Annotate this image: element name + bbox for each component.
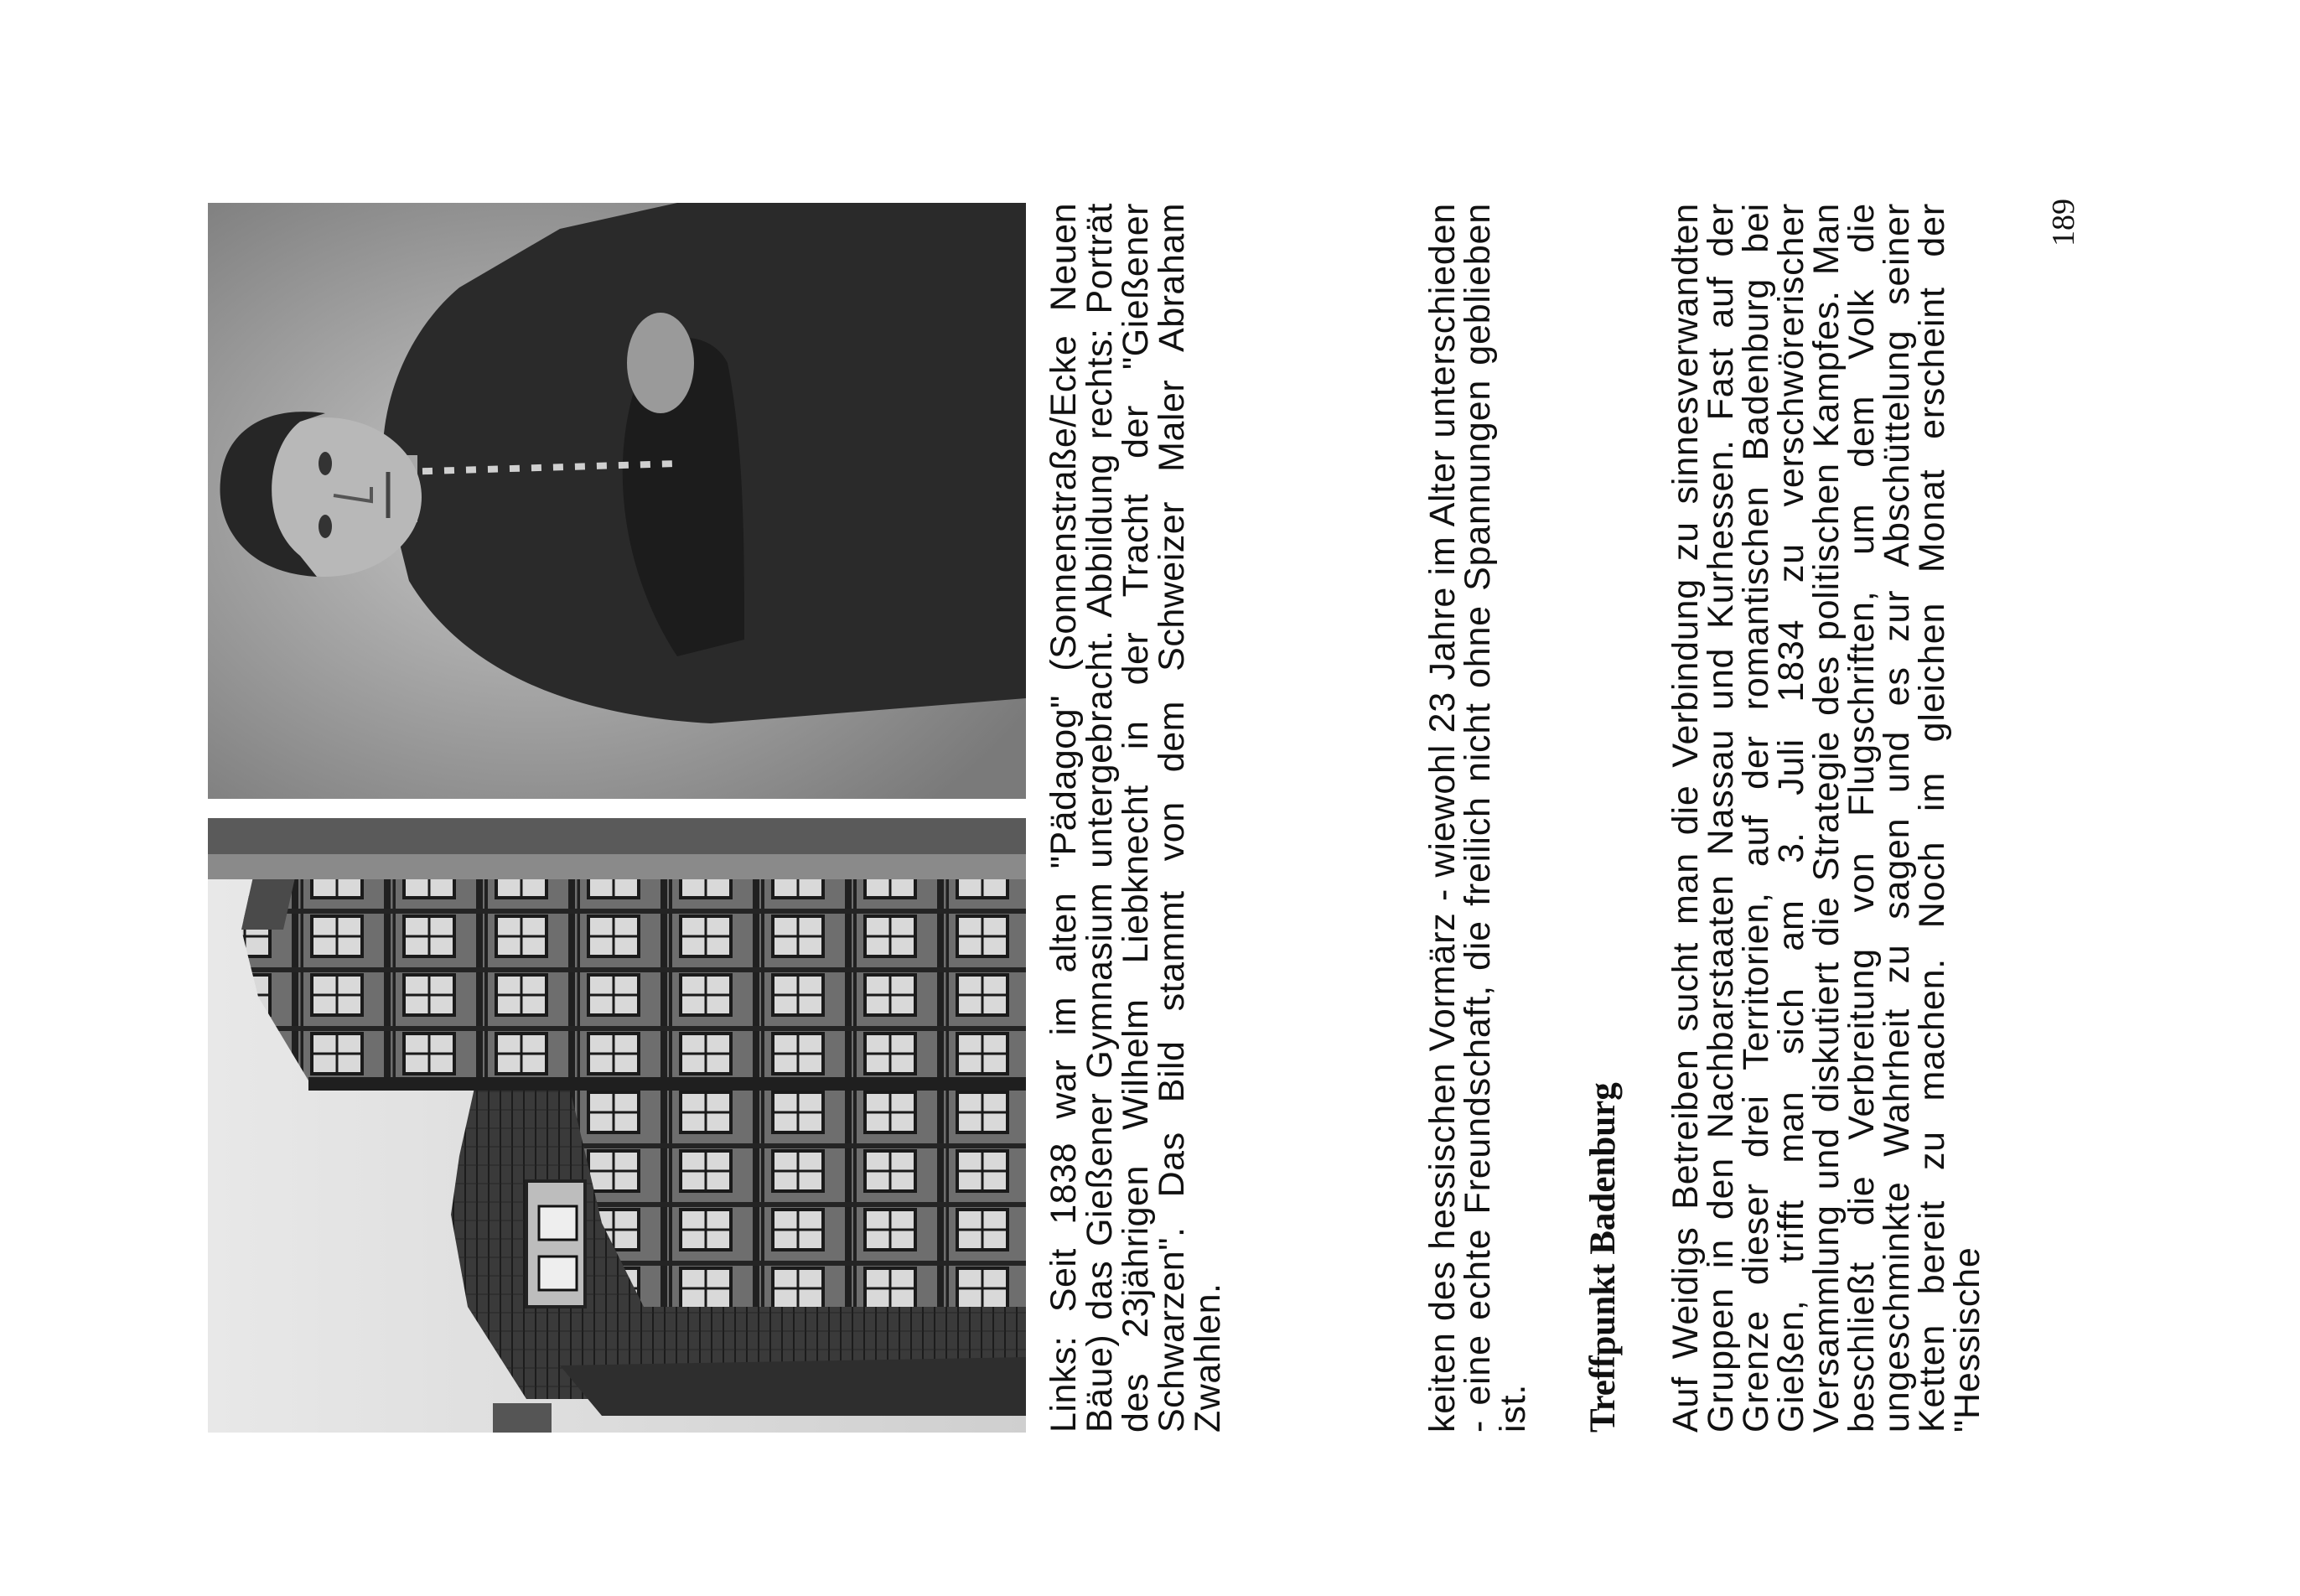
page-number: 189 bbox=[2046, 199, 2081, 246]
photo-paedagog-building bbox=[208, 818, 1026, 1433]
photo-caption: Links: Seit 1838 war im alten "Pädagog" (Sonnenstraße/Ecke Neuen Bäue) das Gießener Gymnasium untergebracht. Abbildung rechts: Porträt des 23jährigen Wilhelm Liebknecht in der Tracht der "Gießener Schwarzen". Das Bild stammt von dem Schweizer Maler Abraham Zwahlen. bbox=[1044, 203, 1228, 1433]
section-heading: Treffpunkt Badenburg bbox=[1583, 1082, 1623, 1433]
photo-portrait-liebknecht bbox=[208, 203, 1026, 799]
body-paragraph: Auf Weidigs Betreiben sucht man die Verbindung zu sinnesverwandten Gruppen in den Nachbarstaaten Nassau und Kurhessen. Fast auf der Grenze dieser drei Territorien, auf der romantischen Badenburg bei Gießen, trifft man sich am 3. Juli 1834 zu verschwörerischer Versammlung und diskutiert die Strategie des politischen Kampfes. Man beschließt die Verbreitung von Flugschriften, um dem Volk die ungeschminkte Wahrheit zu sagen und es zur Abschüttelung seiner Ketten bereit zu machen. Noch im gleichen Monat erscheint der "Hessische bbox=[1665, 203, 1987, 1433]
body-paragraph-continuation: keiten des hessischen Vormärz - wiewohl 23 Jahre im Alter unterschieden - eine echte Freundschaft, die freilich nicht ohne Spannungen geblieben ist. bbox=[1422, 203, 1533, 1433]
